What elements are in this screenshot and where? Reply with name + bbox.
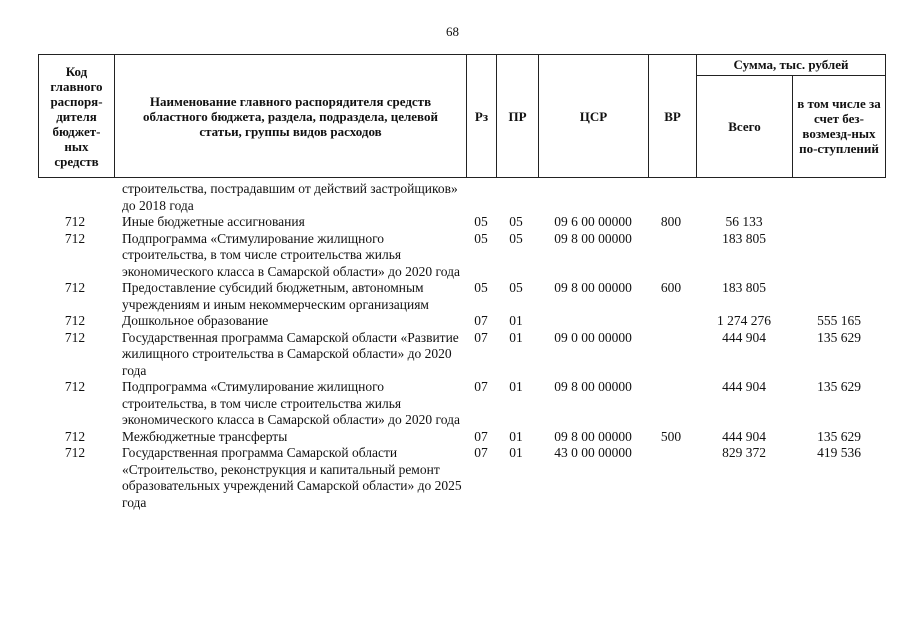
- table-row: [38, 280, 886, 313]
- row-vr: 500: [660, 428, 682, 444]
- header-total: Всего: [697, 75, 793, 177]
- row-name: Иные бюджетные ассигнования: [122, 214, 305, 229]
- row-name: Межбюджетные трансферты: [122, 428, 288, 444]
- row-name: Подпрограмма «Стимулирование жилищного строительства, в том числе строительства жилья экономического класса в Самарской области» до 2020 года: [122, 379, 460, 427]
- row-csr: 09 8 00 00000: [554, 428, 632, 444]
- row-rz: 07: [474, 329, 488, 345]
- row-code: 712: [64, 445, 86, 460]
- row-rz: 05: [474, 230, 488, 246]
- table-row: [38, 214, 886, 231]
- row-total: 444 904: [722, 379, 766, 394]
- row-subsidy: 135 629: [817, 329, 861, 345]
- row-pr: 01: [509, 329, 523, 345]
- header-vr: ВР: [649, 55, 697, 177]
- row-pr: 05: [509, 214, 523, 229]
- row-csr: 09 6 00 00000: [554, 214, 632, 229]
- table-header: [38, 54, 886, 178]
- row-code: 712: [64, 214, 86, 229]
- row-code: 712: [64, 428, 86, 444]
- row-pr: 01: [509, 428, 523, 444]
- row-pr: 05: [509, 230, 523, 246]
- row-total: 183 805: [722, 230, 766, 246]
- row-rz: 05: [474, 214, 488, 229]
- row-pr: 01: [509, 313, 523, 328]
- row-total: 444 904: [722, 428, 766, 444]
- row-pr: 01: [509, 445, 523, 460]
- row-csr: 09 8 00 00000: [554, 230, 632, 246]
- header-csr: ЦСР: [539, 55, 649, 177]
- header-pr: ПР: [497, 55, 539, 177]
- row-rz: 07: [474, 313, 488, 328]
- row-csr: 09 0 00 00000: [554, 329, 632, 345]
- row-rz: 07: [474, 379, 488, 394]
- row-csr: 09 8 00 00000: [554, 280, 632, 295]
- row-code: 712: [64, 329, 86, 345]
- row-subsidy: 135 629: [817, 428, 861, 444]
- row-rz: 07: [474, 445, 488, 460]
- table-row: [38, 313, 886, 330]
- row-subsidy: 135 629: [817, 379, 861, 394]
- header-sum: Сумма, тыс. рублей: [697, 55, 885, 76]
- row-name: строительства, пострадавшим от действий застройщиков» до 2018 года: [122, 181, 458, 213]
- table-row: [38, 181, 886, 214]
- row-name: Государственная программа Самарской области «Строительство, реконструкция и капитальный ремонт образовательных учреждений Самарской области» до 2025 года: [122, 445, 462, 510]
- page-number: 68: [446, 24, 459, 39]
- row-total: 56 133: [725, 214, 763, 229]
- row-total: 1 274 276: [717, 313, 771, 328]
- row-csr: 09 8 00 00000: [554, 379, 632, 394]
- table-row: [38, 330, 886, 380]
- row-code: 712: [64, 230, 86, 246]
- row-pr: 01: [509, 379, 523, 394]
- row-code: 712: [64, 280, 86, 295]
- row-total: 444 904: [722, 329, 766, 345]
- budget-table: [38, 54, 886, 511]
- table-body: [38, 181, 886, 511]
- header-subsidy: в том числе за счет без-возмезд-ных по-ступлений: [797, 96, 881, 156]
- table-row: [38, 445, 886, 511]
- header-name: Наименование главного распорядителя средств областного бюджета, раздела, подраздела, целевой статьи, группы видов расходов: [115, 55, 467, 177]
- row-name: Подпрограмма «Стимулирование жилищного строительства, в том числе строительства жилья экономического класса в Самарской области» до 2020 года: [122, 230, 460, 279]
- row-total: 829 372: [722, 445, 766, 460]
- row-name: Предоставление субсидий бюджетным, автономным учреждениям и иным некоммерческим организациям: [122, 280, 429, 312]
- table-row: [38, 429, 886, 446]
- header-rz: Рз: [467, 55, 497, 177]
- row-total: 183 805: [722, 280, 766, 295]
- row-name: Государственная программа Самарской области «Развитие жилищного строительства в Самарской области» до 2020 года: [122, 329, 459, 378]
- row-pr: 05: [509, 280, 523, 295]
- row-name: Дошкольное образование: [122, 313, 269, 328]
- row-rz: 07: [474, 428, 488, 444]
- table-row: [38, 379, 886, 429]
- row-vr: 600: [660, 280, 682, 295]
- row-csr: 43 0 00 00000: [554, 445, 632, 460]
- row-subsidy: 419 536: [817, 445, 861, 460]
- row-rz: 05: [474, 280, 488, 295]
- row-code: 712: [64, 379, 86, 394]
- header-code: Код главного распоря-дителя бюджет-ных средств: [39, 55, 115, 177]
- row-subsidy: 555 165: [817, 313, 861, 328]
- table-row: [38, 231, 886, 281]
- row-vr: 800: [660, 214, 682, 229]
- row-code: 712: [64, 313, 86, 328]
